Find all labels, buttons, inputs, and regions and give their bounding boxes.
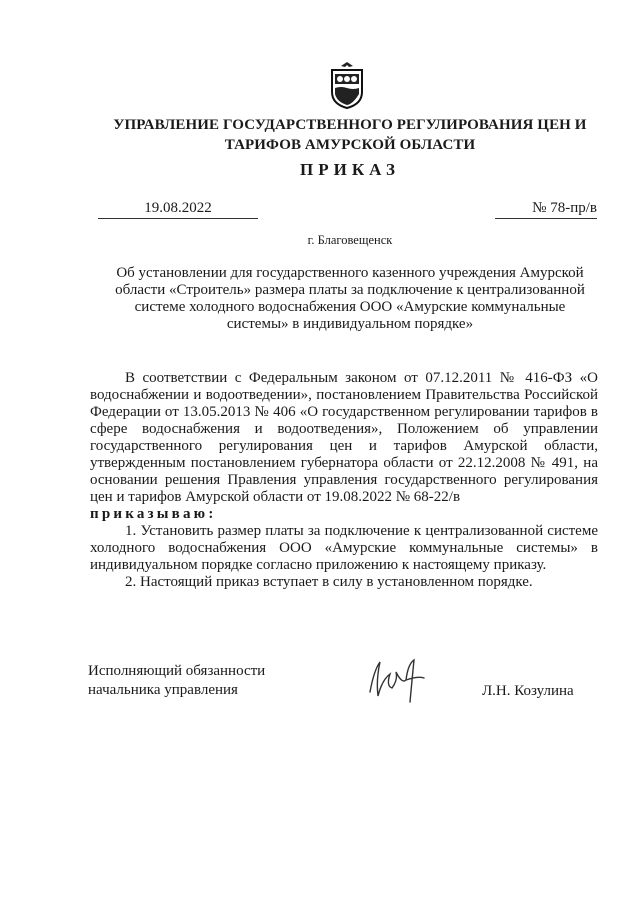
signatory-position xyxy=(88,662,265,700)
order-item-2: 2. Настоящий приказ вступает в силу в установленном порядке. xyxy=(125,574,533,590)
order-word: приказываю: xyxy=(90,506,217,522)
document-type-title: ПРИКАЗ xyxy=(300,160,400,179)
issuing-authority xyxy=(60,115,640,155)
document-subject: Об установлении для государственного казенного учреждения Амурской области «Строитель» размера платы за подключение к централизованной системе холодного водоснабжения ООО «Амурские коммунальные системы» в индивидуальном порядке» xyxy=(115,265,585,332)
coat-of-arms-icon xyxy=(327,60,367,110)
signatory-name: Л.Н. Козулина xyxy=(482,683,574,699)
signatory-position-line-2: начальника управления xyxy=(88,682,238,698)
document-number: № 78-пр/в xyxy=(495,200,597,219)
order-item-1: 1. Установить размер платы за подключение к централизованной системе холодного водоснабжения ООО «Амурские коммунальные системы» в индивидуальном порядке согласно приложению к настоящему приказу. xyxy=(90,523,598,573)
document-body xyxy=(90,370,598,591)
issue-city: г. Благовещенск xyxy=(307,233,393,247)
handwritten-signature xyxy=(362,650,442,710)
document-date xyxy=(98,200,258,219)
authority-line-2: ТАРИФОВ АМУРСКОЙ ОБЛАСТИ xyxy=(224,137,476,153)
preamble-paragraph: В соответствии с Федеральным законом от 07.12.2011 № 416-ФЗ «О водоснабжении и водоотведении», постановлением Правительства Российской Федерации от 13.05.2013 № 406 «О государственном регулировании тарифов в сфере водоснабжения и водоотведения», Положением об управлении государственного регулирования цен и тарифов Амурской области, утвержденным постановлением губернатора области от 22.12.2008 № 491, на основании решения Правления управления государственного регулирования цен и тарифов Амурской области от 19.08.2022 № 68-22/в xyxy=(90,370,598,505)
signatory-position-line-1: Исполняющий обязанности xyxy=(88,663,266,679)
authority-line-1: УПРАВЛЕНИЕ ГОСУДАРСТВЕННОГО РЕГУЛИРОВАНИЯ ЦЕН И xyxy=(113,117,587,133)
document-date-value: 19.08.2022 xyxy=(144,200,212,216)
